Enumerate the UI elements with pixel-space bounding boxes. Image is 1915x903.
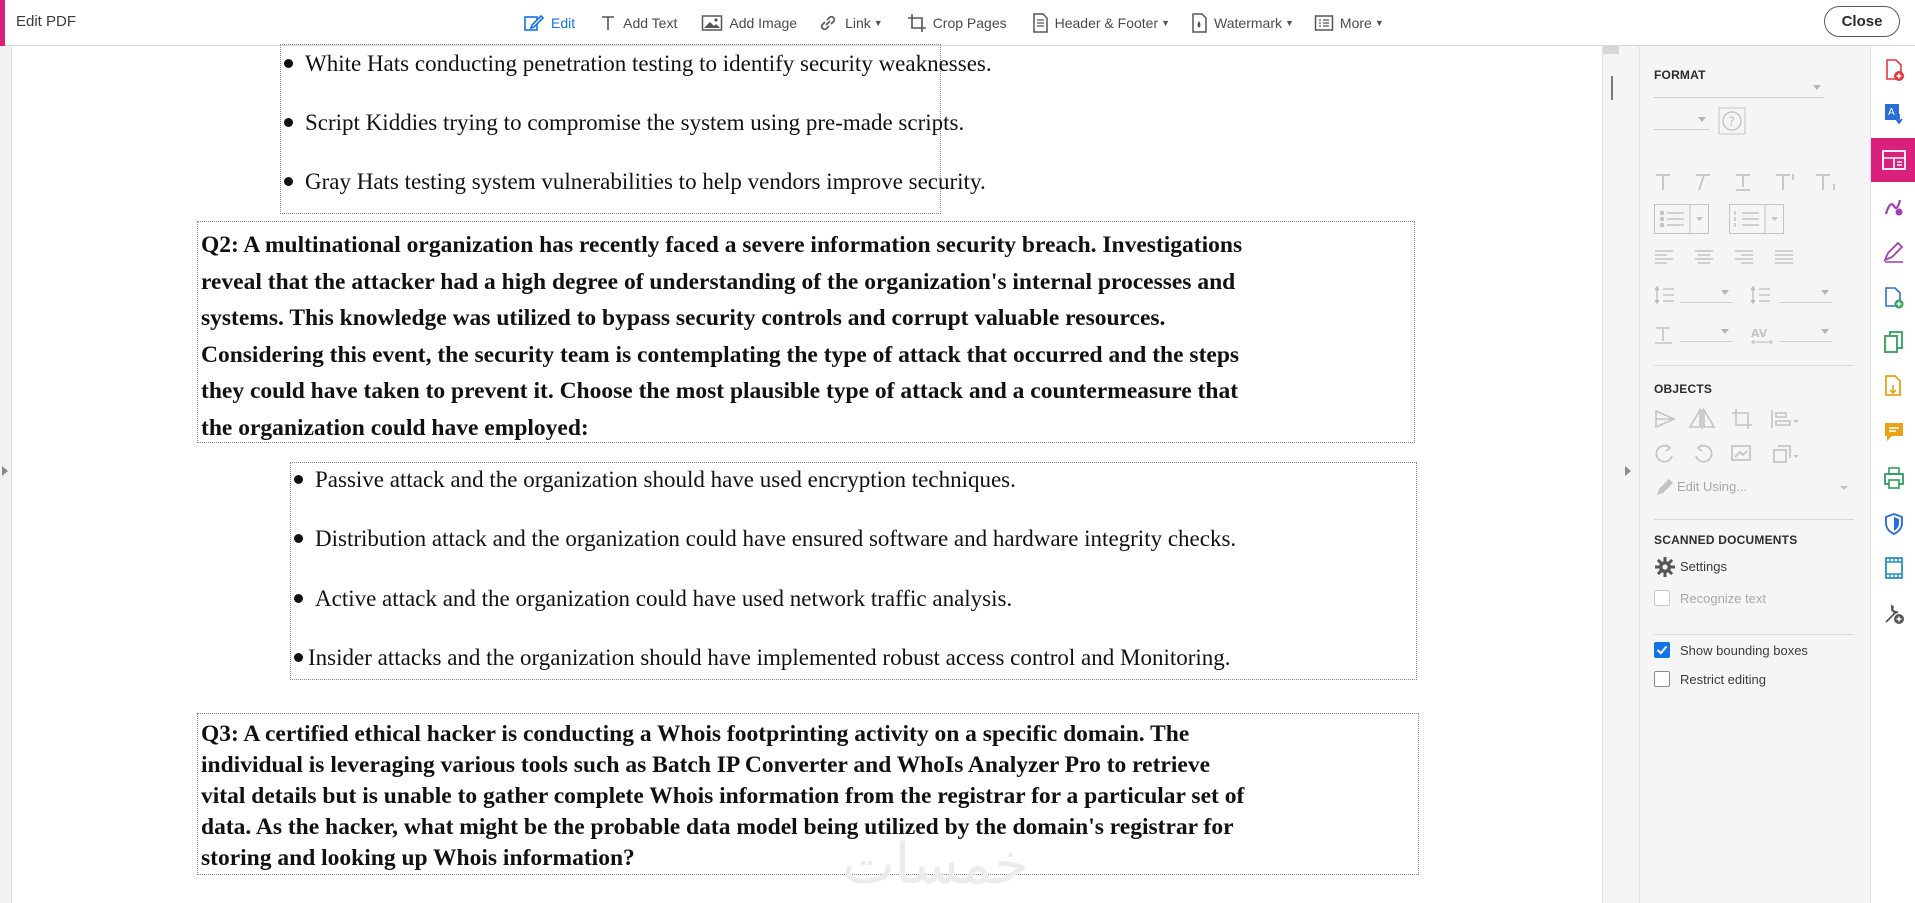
q2-option-d[interactable] (294, 645, 1231, 671)
create-pdf-icon[interactable] (1871, 50, 1915, 90)
link-label: Link (845, 15, 871, 31)
organize-pages-icon[interactable] (1871, 322, 1915, 362)
paragraph-spacing-dropdown[interactable] (1780, 281, 1832, 303)
svg-text:A: A (1887, 107, 1895, 118)
divider (1654, 634, 1854, 635)
show-bounding-boxes-checkbox[interactable] (1654, 642, 1670, 658)
q1-option-a[interactable] (284, 51, 992, 77)
text-style-icons[interactable] (1654, 172, 1844, 192)
q3-line: vital details but is unable to gather complete Whois information from the registrar for a particular set of (201, 783, 1245, 809)
numbered-list-icon[interactable] (1729, 204, 1784, 234)
chevron-down-icon: ▼ (1161, 18, 1171, 28)
show-bounding-boxes-label: Show bounding boxes (1680, 643, 1808, 658)
chevron-down-icon (1698, 117, 1706, 122)
edit-using-label[interactable]: Edit Using... (1677, 479, 1748, 494)
pencil-icon (1654, 476, 1676, 498)
option-text: Passive attack and the organization should have used encryption techniques. (315, 467, 1016, 492)
export-file-icon[interactable] (1871, 366, 1915, 406)
q2-line: systems. This knowledge was utilized to bypass security controls and corrupt valuable resources. (201, 305, 1166, 331)
text-icon (599, 14, 617, 32)
q1-option-b[interactable] (284, 110, 964, 136)
bullet-icon (294, 534, 303, 543)
scale-icon (1654, 325, 1676, 345)
q2-option-c[interactable] (294, 586, 1012, 612)
chevron-down-icon: ▼ (1374, 18, 1384, 28)
bulleted-list-icon[interactable] (1654, 204, 1709, 234)
q2-line: Q2: A multinational organization has recently faced a severe information security breach. Investigations (201, 232, 1243, 258)
fill-sign-icon[interactable] (1871, 186, 1915, 226)
combine-files-icon[interactable] (1871, 278, 1915, 318)
header-footer-button[interactable] (1031, 0, 1170, 46)
bullet-icon (294, 594, 303, 603)
watermark-label: Watermark (1214, 15, 1282, 31)
comment-icon[interactable] (1871, 412, 1915, 452)
line-spacing-dropdown[interactable] (1680, 281, 1732, 303)
bullet-icon (294, 653, 303, 662)
divider (1654, 365, 1854, 366)
option-text: Distribution attack and the organization could have ensured software and hardware integrity checks. (315, 526, 1237, 551)
pdf-page (13, 46, 1600, 903)
edit-tools (523, 0, 1384, 46)
top-toolbar (0, 0, 1915, 46)
q2-line: Considering this event, the security team is contemplating the type of attack that occurred and the steps (201, 341, 1240, 368)
expand-left-icon (2, 466, 8, 476)
collapse-panel-icon[interactable] (1625, 466, 1631, 476)
chevron-down-icon (1821, 290, 1829, 295)
chevron-down-icon[interactable] (1839, 484, 1849, 492)
add-text-button[interactable] (599, 0, 677, 46)
watermark-button[interactable] (1190, 0, 1294, 46)
format-panel (1640, 46, 1870, 903)
watermark-icon (1190, 13, 1208, 33)
svg-text:AV: AV (1751, 327, 1768, 340)
font-family-dropdown[interactable] (1654, 76, 1824, 98)
objects-title: OBJECTS (1654, 382, 1713, 396)
chevron-down-icon (1821, 329, 1829, 334)
print-production-icon[interactable] (1871, 458, 1915, 498)
more-button[interactable] (1314, 0, 1384, 46)
chevron-down-icon: ▼ (1284, 18, 1294, 28)
scanned-title: SCANNED DOCUMENTS (1654, 533, 1798, 547)
format-title: FORMAT (1654, 68, 1706, 82)
gear-icon[interactable] (1654, 556, 1676, 578)
edit-tool-label: Edit (551, 15, 576, 31)
header-footer-label: Header & Footer (1054, 15, 1159, 31)
q2-option-b[interactable] (294, 526, 1236, 552)
line-spacing-icon (1654, 286, 1676, 304)
left-pane-toggle[interactable] (0, 46, 12, 903)
protect-icon[interactable] (1871, 504, 1915, 544)
accent-strip (0, 0, 5, 46)
character-spacing-icon (1750, 325, 1774, 345)
q3-line: individual is leveraging various tools such as Batch IP Converter and WhoIs Analyzer Pro to retrieve (201, 752, 1210, 778)
q2-option-a[interactable] (294, 467, 1016, 493)
q3-line: Q3: A certified ethical hacker is conducting a Whois footprinting activity on a specific domain. The (201, 721, 1190, 747)
checkmark-icon (1655, 643, 1669, 657)
chevron-down-icon (1721, 290, 1729, 295)
bullet-icon (284, 118, 293, 127)
scroll-position-indicator (1611, 76, 1613, 100)
recognize-text-checkbox[interactable] (1654, 590, 1670, 606)
svg-text:?: ? (1728, 114, 1735, 129)
edit-pdf-icon[interactable] (1871, 138, 1915, 182)
edit-icon (523, 13, 545, 33)
more-tools-icon[interactable] (1871, 594, 1915, 634)
image-icon (701, 14, 723, 32)
crop-icon (907, 13, 927, 33)
vertical-scrollbar[interactable] (1602, 46, 1639, 903)
more-label: More (1339, 15, 1372, 31)
restrict-editing-checkbox[interactable] (1654, 671, 1670, 687)
q3-line: data. As the hacker, what might be the probable data model being utilized by the domain's registrar for (201, 814, 1234, 840)
add-image-label: Add Image (729, 15, 798, 31)
sign-icon[interactable] (1871, 232, 1915, 272)
more-icon (1314, 14, 1334, 32)
settings-label[interactable]: Settings (1680, 559, 1727, 574)
rich-media-icon[interactable] (1871, 548, 1915, 588)
add-text-label: Add Text (623, 15, 678, 31)
add-image-button[interactable] (701, 0, 797, 46)
link-button[interactable] (817, 0, 883, 46)
recognize-text-label: Recognize text (1680, 591, 1766, 606)
app-title: Edit PDF (16, 13, 77, 30)
q3-question-text (201, 719, 1244, 874)
alignment-icons[interactable] (1654, 249, 1844, 265)
chevron-down-icon (1813, 85, 1821, 90)
bullet-icon (294, 475, 303, 484)
object-arrange-icons[interactable] (1654, 407, 1844, 431)
q3-line: storing and looking up Whois information? (201, 845, 635, 871)
q2-line: reveal that the attacker had a high degree of understanding of the organization's internal processes and (201, 268, 1236, 295)
export-pdf-icon[interactable] (1871, 94, 1915, 134)
q2-line: they could have taken to prevent it. Choose the most plausible type of attack and a countermeasure that (201, 378, 1239, 404)
q1-option-c[interactable] (284, 169, 986, 195)
crop-pages-label: Crop Pages (932, 15, 1007, 31)
link-icon (817, 14, 839, 32)
option-text: Active attack and the organization could have used network traffic analysis. (315, 586, 1013, 611)
divider (1654, 519, 1854, 520)
scroll-thumb[interactable] (1603, 46, 1619, 54)
close-button[interactable]: Close (1824, 6, 1900, 37)
crop-pages-button[interactable] (907, 0, 1007, 46)
object-transform-icons[interactable] (1654, 442, 1844, 466)
help-icon[interactable] (1718, 107, 1746, 135)
bullet-icon (284, 59, 293, 68)
option-text: Gray Hats testing system vulnerabilities to help vendors improve security. (305, 169, 986, 194)
option-text: White Hats conducting penetration testing to identify security weaknesses. (305, 51, 992, 76)
horizontal-scale-dropdown[interactable] (1680, 320, 1732, 342)
chevron-down-icon: ▼ (873, 18, 883, 28)
option-text: Script Kiddies trying to compromise the system using pre-made scripts. (305, 110, 965, 135)
edit-tool-button[interactable] (523, 0, 575, 46)
watermark-logo: خمسات (842, 832, 1029, 897)
character-spacing-dropdown[interactable] (1780, 320, 1832, 342)
q2-question-text (201, 227, 1242, 446)
font-size-dropdown[interactable] (1654, 108, 1709, 130)
bullet-icon (284, 177, 293, 186)
page-icon (1031, 13, 1049, 33)
option-text: Insider attacks and the organization should have implemented robust access control and Monitoring. (308, 645, 1231, 670)
restrict-editing-label: Restrict editing (1680, 672, 1766, 687)
q2-line: the organization could have employed: (201, 414, 589, 441)
paragraph-spacing-icon (1750, 286, 1772, 304)
tools-rail (1870, 46, 1915, 903)
chevron-down-icon (1721, 329, 1729, 334)
